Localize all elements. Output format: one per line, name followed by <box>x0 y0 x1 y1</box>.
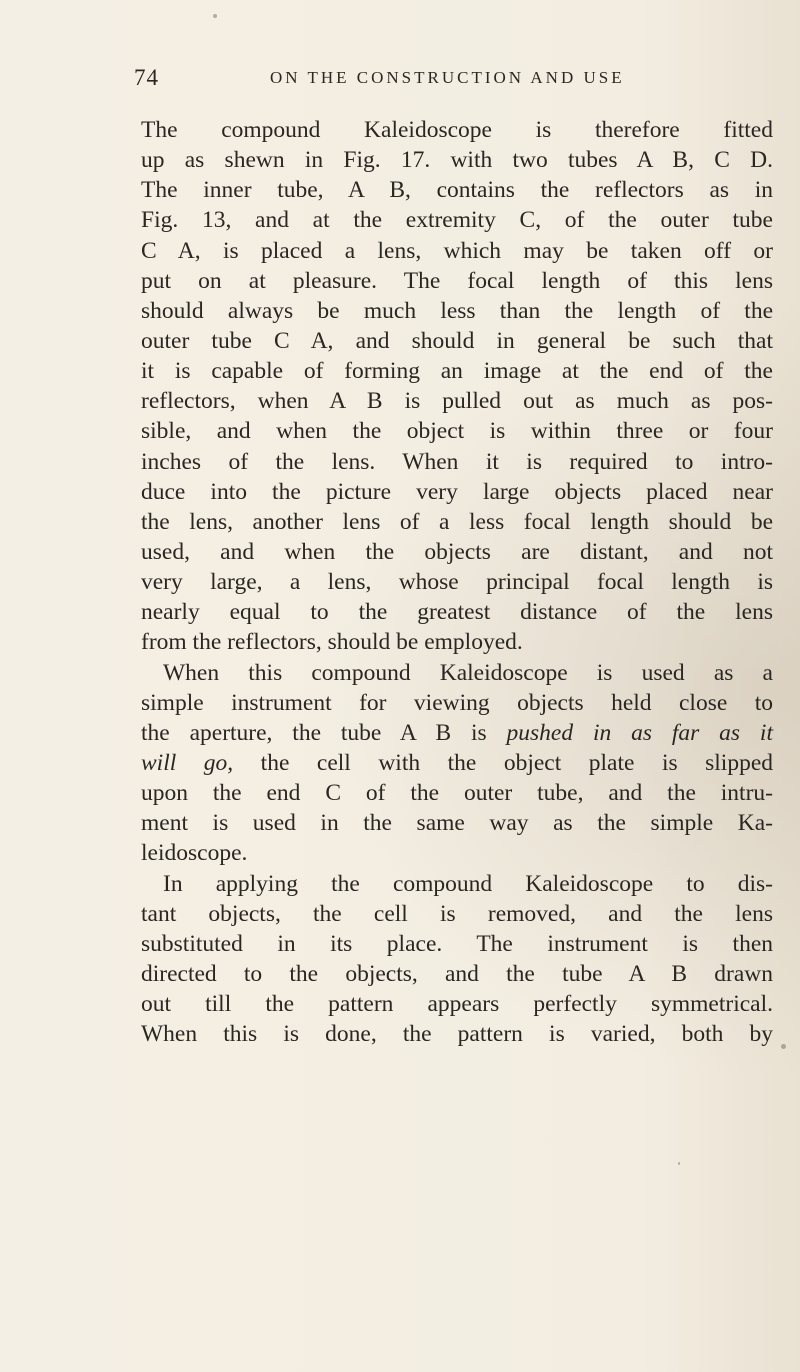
page-number: 74 <box>134 65 159 90</box>
italic-text: pushed in as far as it <box>506 719 773 746</box>
paper-speck <box>213 14 217 18</box>
text-line: inches of the lens. When it is required to intro- <box>141 448 773 475</box>
paper-speck <box>781 1044 786 1049</box>
text-line: sible, and when the object is within three or four <box>141 418 773 445</box>
text-line: leidoscope. <box>141 840 248 867</box>
text-line: put on at pleasure. The focal length of this lens <box>141 267 773 294</box>
body-text <box>141 115 773 1049</box>
text-segment: the cell with the object plate is slipped <box>260 749 774 776</box>
text-line: In applying the compound Kaleidoscope to dis- <box>163 870 773 897</box>
page-header <box>0 65 800 95</box>
text-line: up as shewn in Fig. 17. with two tubes A B, C D. <box>141 147 773 174</box>
text-line: very large, a lens, whose principal focal length is <box>141 569 773 596</box>
text-line: from the reflectors, should be employed. <box>141 629 523 656</box>
text-line: The compound Kaleidoscope is therefore fitted <box>141 117 773 143</box>
running-head: ON THE CONSTRUCTION AND USE <box>270 68 625 87</box>
text-line: reflectors, when A B is pulled out as much as pos- <box>141 388 773 415</box>
text-line: outer tube C A, and should in general be such that <box>141 327 773 354</box>
text-line: used, and when the objects are distant, and not <box>141 538 773 565</box>
text-line: tant objects, the cell is removed, and the lens <box>141 900 773 927</box>
text-line: out till the pattern appears perfectly symmetrical. <box>141 991 773 1018</box>
text-line: ment is used in the same way as the simple Ka- <box>141 810 773 837</box>
text-segment: the aperture, the tube A B is <box>141 719 487 746</box>
text-line: should always be much less than the length of the <box>141 297 773 324</box>
italic-text: will go, <box>141 749 234 776</box>
text-line: Fig. 13, and at the extremity C, of the outer tube <box>141 207 773 234</box>
text-line <box>141 718 773 748</box>
text-line: C A, is placed a lens, which may be taken off or <box>141 237 773 264</box>
text-line: it is capable of forming an image at the end of the <box>141 358 773 385</box>
text-line <box>141 748 773 778</box>
text-line: The inner tube, A B, contains the reflectors as in <box>141 177 773 204</box>
text-line: When this is done, the pattern is varied, both by <box>141 1021 773 1048</box>
text-line: nearly equal to the greatest distance of the lens <box>141 599 773 626</box>
text-line: directed to the objects, and the tube A B drawn <box>141 960 773 987</box>
paper-speck <box>678 1162 680 1165</box>
text-line: simple instrument for viewing objects held close to <box>141 689 773 716</box>
text-line: When this compound Kaleidoscope is used as a <box>163 659 773 686</box>
text-line: the lens, another lens of a less focal length should be <box>141 508 773 535</box>
text-line: duce into the picture very large objects placed near <box>141 478 773 505</box>
text-line: upon the end C of the outer tube, and the intru- <box>141 780 773 807</box>
text-line: substituted in its place. The instrument is then <box>141 930 773 957</box>
